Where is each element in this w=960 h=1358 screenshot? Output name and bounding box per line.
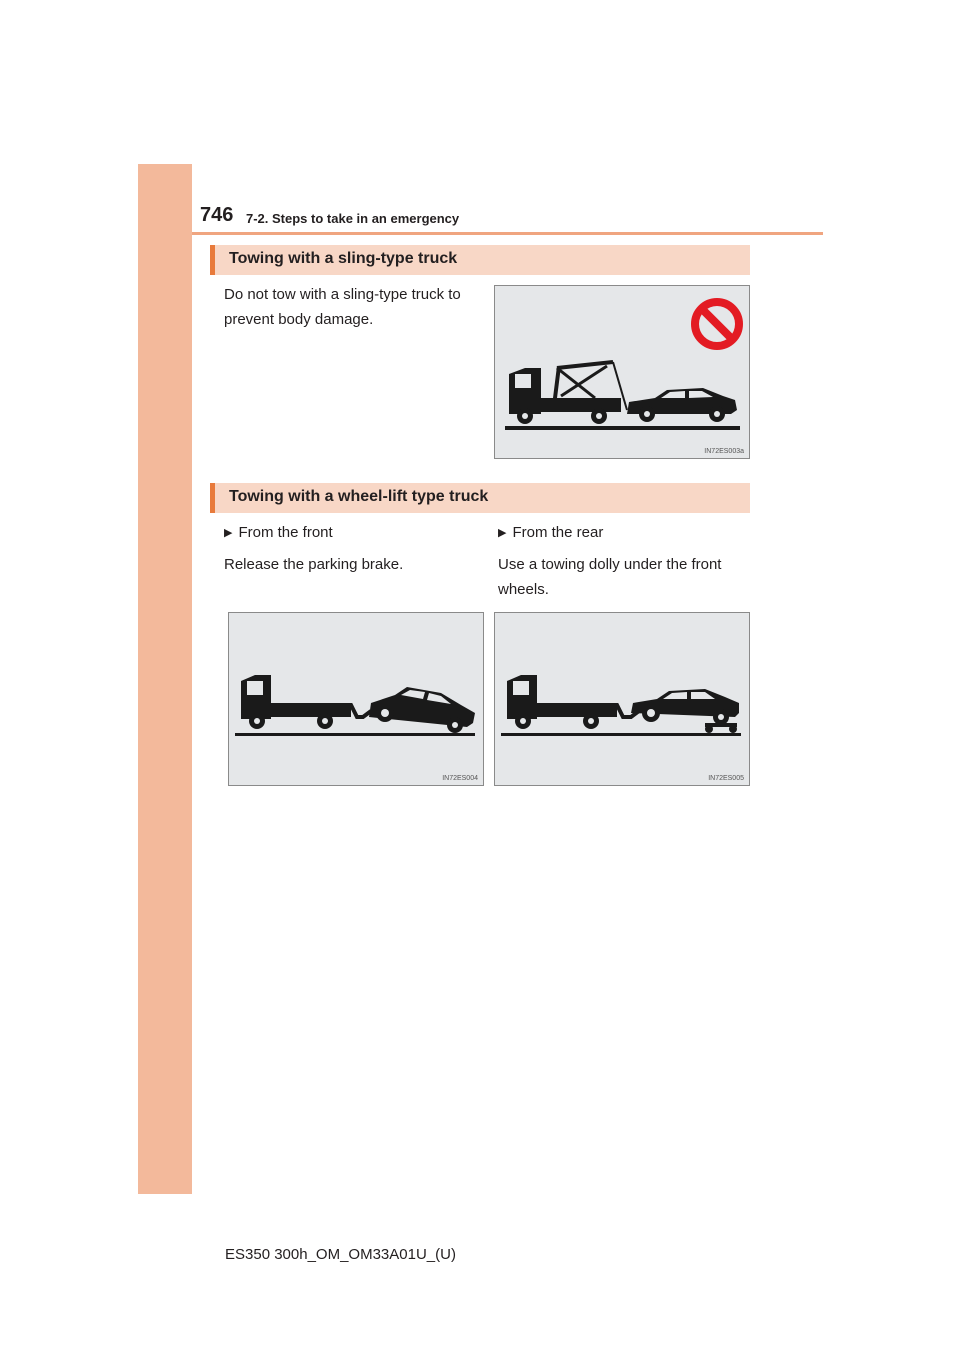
sling-truck-illustration [494,285,750,459]
rear-tow-heading-label: From the rear [512,524,604,541]
front-tow-instruction: Release the parking brake. [224,556,404,573]
chapter-side-bar [138,164,192,1194]
sling-section-title: Towing with a sling-type truck [229,250,458,267]
footer-manual-code: ES350 300h_OM_OM33A01U_(U) [225,1246,456,1263]
rear-tow-illustration [494,612,750,786]
sling-warning-line-2: prevent body damage. [224,311,374,328]
sling-section-heading [210,245,750,275]
front-figure-code: IN72ES004 [442,775,478,782]
bullet-arrow-icon: ▶ [498,527,507,539]
section-header-title: 7-2. Steps to take in an emergency [246,211,460,226]
wheel-lift-section-heading [210,483,750,513]
sling-warning-text [224,282,461,332]
header-rule [192,232,823,235]
bullet-arrow-icon: ▶ [224,527,233,539]
front-tow-heading [224,520,333,547]
sling-figure-code: IN72ES003a [704,448,744,455]
prohibition-icon [495,286,749,458]
rear-figure-code: IN72ES005 [708,775,744,782]
rear-tow-instruction-line-2: wheels. [498,581,549,598]
sling-warning-line-1: Do not tow with a sling-type truck to [224,286,461,303]
rear-tow-instruction-line-1: Use a towing dolly under the front [498,556,722,573]
front-tow-heading-label: From the front [238,524,333,541]
page-number: 746 [200,204,234,226]
rear-tow-heading [498,520,603,547]
rear-tow-instruction [498,552,721,602]
wheel-lift-section-title: Towing with a wheel-lift type truck [229,488,489,505]
front-tow-illustration [228,612,484,786]
